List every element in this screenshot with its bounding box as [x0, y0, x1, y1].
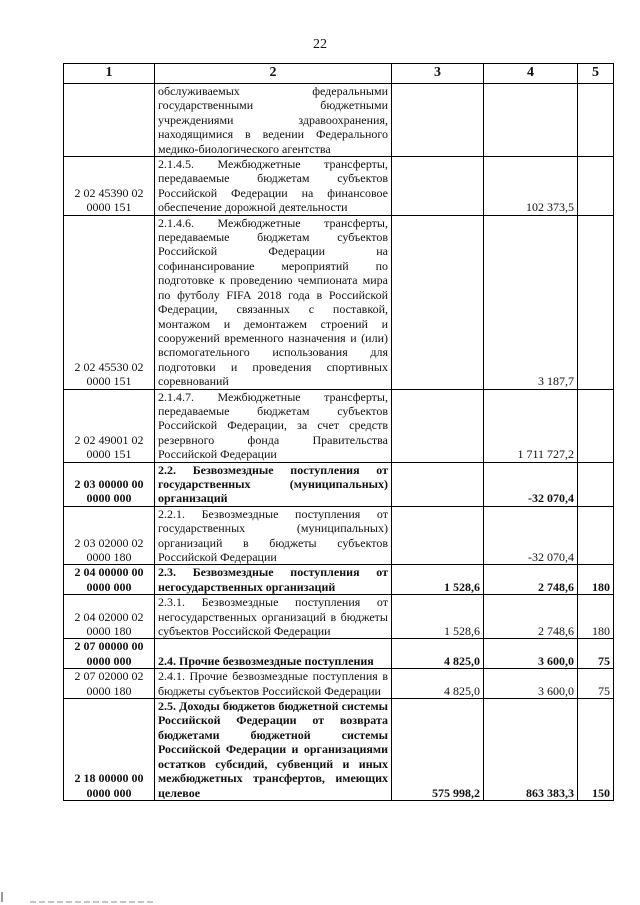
value-2017-cell: [392, 157, 484, 216]
description-cell: 2.2. Безвозмездные поступления от государственных (муниципальных) организаций: [155, 462, 392, 506]
value-2017-cell: 1 528,6: [392, 595, 484, 639]
percent-cell: [578, 389, 614, 462]
column-header-3: 3: [392, 64, 484, 84]
value-2018-cell: 863 383,3: [484, 699, 578, 801]
table-row: [64, 565, 614, 595]
value-2017-cell: 1 528,6: [392, 565, 484, 595]
value-2018-cell: 1 711 727,2: [484, 389, 578, 462]
code-cell: 2 02 45530 02 0000 151: [64, 215, 155, 389]
percent-cell: [578, 462, 614, 506]
value-2018-cell: 3 600,0: [484, 669, 578, 699]
percent-cell: [578, 215, 614, 389]
page-number: 22: [313, 37, 327, 52]
description-cell: 2.4.1. Прочие безвозмездные поступления в бюджеты субъектов Российской Федерации: [155, 669, 392, 699]
table-row: [64, 595, 614, 639]
table-row: [64, 84, 614, 157]
value-2018-cell: 2 748,6: [484, 565, 578, 595]
value-2017-cell: 575 998,2: [392, 699, 484, 801]
budget-table: [63, 63, 614, 801]
description-cell: 2.3.1. Безвозмездные поступления от негосударственных организаций в бюджеты субъектов Российской Федерации: [155, 595, 392, 639]
code-cell: 2 03 02000 02 0000 180: [64, 506, 155, 565]
description-cell: 2.1.4.6. Межбюджетные трансферты, передаваемые бюджетам субъектов Российской Федерации на софинансирование мероприятий по подготовке к проведению чемпионата мира по футболу FIFA 2018 года в Российской Федерации, связанных с поставкой, монтажом и демонтажем строений и сооружений временного назначения и (или) вспомогательного использования для подготовки и проведения спортивных соревнований: [155, 215, 392, 389]
value-2018-cell: -32 070,4: [484, 462, 578, 506]
percent-cell: [578, 157, 614, 216]
code-cell: 2 04 00000 00 0000 000: [64, 565, 155, 595]
code-cell: [64, 84, 155, 157]
percent-cell: 180: [578, 595, 614, 639]
code-cell: 2 07 02000 02 0000 180: [64, 669, 155, 699]
table-row: [64, 669, 614, 699]
code-cell: 2 03 00000 00 0000 000: [64, 462, 155, 506]
value-2017-cell: [392, 215, 484, 389]
value-2017-cell: [392, 84, 484, 157]
description-cell: 2.4. Прочие безвозмездные поступления: [155, 639, 392, 669]
value-2018-cell: 3 187,7: [484, 215, 578, 389]
table-row: [64, 699, 614, 801]
code-cell: 2 07 00000 00 0000 000: [64, 639, 155, 669]
percent-cell: 150: [578, 699, 614, 801]
table-row: [64, 639, 614, 669]
value-2018-cell: [484, 84, 578, 157]
description-cell: 2.5. Доходы бюджетов бюджетной системы Российской Федерации от возврата бюджетами бюджетной системы Российской Федерации и организациями остатков субсидий, субвенций и иных межбюджетных трансфертов, имеющих целевое: [155, 699, 392, 801]
description-cell: 2.1.4.7. Межбюджетные трансферты, передаваемые бюджетам субъектов Российской Федерации, за счет средств резервного фонда Правительства Российской Федерации: [155, 389, 392, 462]
percent-cell: [578, 84, 614, 157]
percent-cell: [578, 506, 614, 565]
value-2018-cell: 102 373,5: [484, 157, 578, 216]
value-2017-cell: 4 825,0: [392, 639, 484, 669]
value-2017-cell: 4 825,0: [392, 669, 484, 699]
value-2018-cell: 2 748,6: [484, 595, 578, 639]
value-2018-cell: -32 070,4: [484, 506, 578, 565]
description-cell: 2.2.1. Безвозмездные поступления от государственных (муниципальных) организаций в бюджеты субъектов Российской Федерации: [155, 506, 392, 565]
table-header-row: [64, 64, 614, 84]
column-header-1: 1: [64, 64, 155, 84]
table-row: [64, 157, 614, 216]
percent-cell: 75: [578, 639, 614, 669]
description-cell: 2.3. Безвозмездные поступления от негосударственных организаций: [155, 565, 392, 595]
table-row: [64, 506, 614, 565]
value-2017-cell: [392, 506, 484, 565]
value-2018-cell: 3 600,0: [484, 639, 578, 669]
value-2017-cell: [392, 389, 484, 462]
description-cell: 2.1.4.5. Межбюджетные трансферты, передаваемые бюджетам субъектов Российской Федерации на финансовое обеспечение дорожной деятельности: [155, 157, 392, 216]
description-cell: обслуживаемых федеральными государственными бюджетными учреждениями здравоохранения, находящимися в ведении Федерального медико-биологического агентства: [155, 84, 392, 157]
code-cell: 2 02 45390 02 0000 151: [64, 157, 155, 216]
table-body: [64, 84, 614, 801]
percent-cell: 75: [578, 669, 614, 699]
column-header-4: 4: [484, 64, 578, 84]
table-row: [64, 389, 614, 462]
column-header-5: 5: [578, 64, 614, 84]
code-cell: 2 02 49001 02 0000 151: [64, 389, 155, 462]
code-cell: 2 18 00000 00 0000 000: [64, 699, 155, 801]
scan-edge-mark: [0, 888, 160, 904]
table-row: [64, 215, 614, 389]
table-row: [64, 462, 614, 506]
percent-cell: 180: [578, 565, 614, 595]
value-2017-cell: [392, 462, 484, 506]
code-cell: 2 04 02000 02 0000 180: [64, 595, 155, 639]
column-header-2: 2: [155, 64, 392, 84]
